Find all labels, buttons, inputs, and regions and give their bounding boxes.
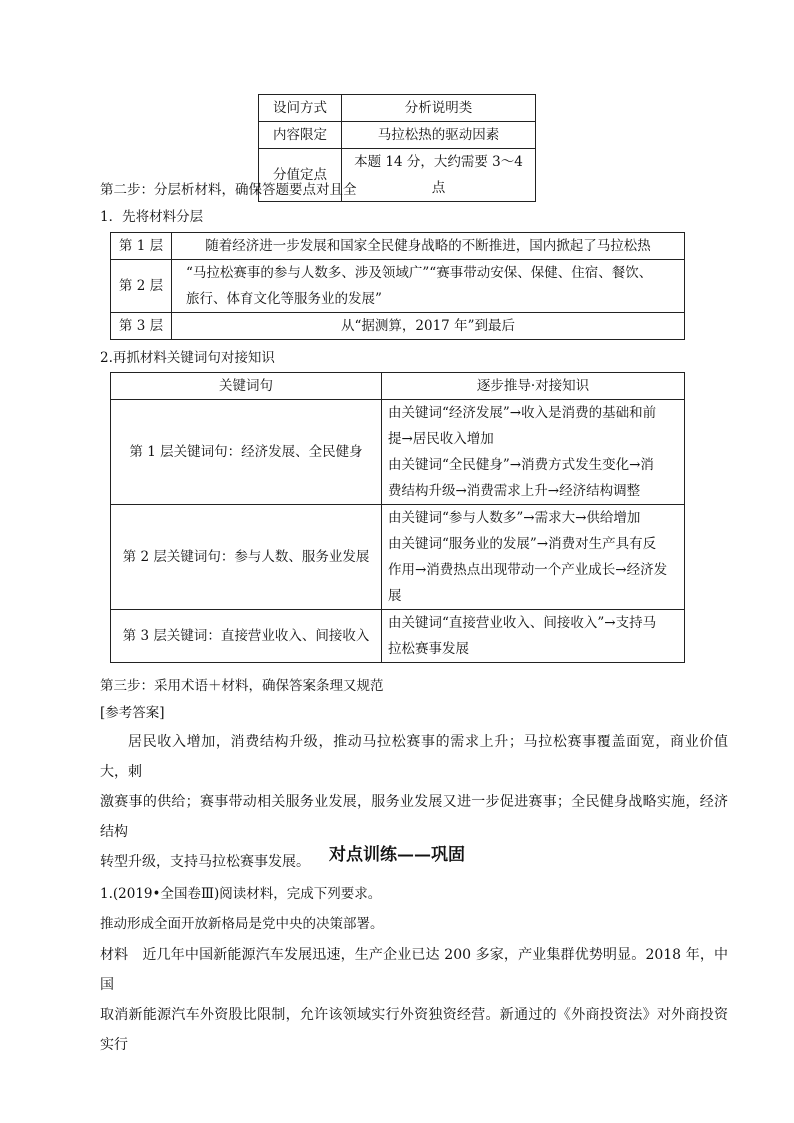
derivation-cell xyxy=(382,400,685,505)
text-line: 由关键词“直接营业收入、间接收入”→支持马 xyxy=(388,615,657,631)
table-row xyxy=(111,505,685,610)
layer-label: 第 1 层 xyxy=(111,233,172,260)
layer-label: 第 2 层 xyxy=(111,260,172,313)
step2-heading: 第二步：分层析材料，确保答题要点对且全 xyxy=(100,182,357,198)
table-cell: 内容限定 xyxy=(259,122,342,149)
layer-content xyxy=(172,233,685,260)
table-row xyxy=(111,610,685,663)
table-cell: 设问方式 xyxy=(259,95,342,122)
column-header: 关键词句 xyxy=(111,373,382,400)
table-row xyxy=(111,400,685,505)
text-line: “马拉松赛事的参与人数多、涉及领域广”“赛事带动安保、保健、住宿、餐饮、 xyxy=(186,265,653,281)
keyword-knowledge-table xyxy=(110,372,685,663)
table-row xyxy=(111,260,685,313)
text-line: 由关键词“服务业的发展”→消费对生产具有反 xyxy=(388,536,657,552)
table-cell: 分值定点 xyxy=(259,149,342,202)
text-line: 激赛事的供给；赛事带动相关服务业发展，服务业发展又进一步促进赛事；全民健身战略实施，经济结构 xyxy=(100,794,728,840)
material-text xyxy=(100,940,728,1060)
keyword-cell: 第 2 层关键词句：参与人数、服务业发展 xyxy=(111,505,382,610)
text-line: 由关键词“参与人数多”→需求大→供给增加 xyxy=(388,510,641,526)
text-line: 提→居民收入增加 xyxy=(388,431,494,447)
table-row xyxy=(111,233,685,260)
text-line: 展 xyxy=(388,588,402,604)
layer-content xyxy=(172,260,685,313)
table-row xyxy=(111,313,685,340)
question-line: 1.(2019•全国卷Ⅲ)阅读材料，完成下列要求。 xyxy=(100,886,382,902)
derivation-cell xyxy=(382,610,685,663)
text-line: 随着经济进一步发展和国家全民健身战略的不断推进，国内掀起了马拉松热 xyxy=(205,238,651,254)
table-cell: 本题 14 分，大约需要 3～4 点 xyxy=(342,149,536,202)
step3-heading: 第三步：采用术语＋材料，确保答案条理又规范 xyxy=(100,678,384,694)
table-cell: 马拉松热的驱动因素 xyxy=(342,122,536,149)
text-line: 作用→消费热点出现带动一个产业成长→经济发 xyxy=(388,562,668,578)
layer-content xyxy=(172,313,685,340)
material-layers-table xyxy=(110,232,685,340)
layer-label: 第 3 层 xyxy=(111,313,172,340)
text-line: 费结构升级→消费需求上升→经济结构调整 xyxy=(388,483,641,499)
text-line: 从“据测算，2017 年”到最后 xyxy=(341,318,515,334)
text-line: 居民收入增加，消费结构升级，推动马拉松赛事的需求上升；马拉松赛事覆盖面宽，商业价值大，刺 xyxy=(100,734,728,780)
text-line: 由关键词“经济发展”→收入是消费的基础和前 xyxy=(388,405,657,421)
text-line: 由关键词“全民健身”→消费方式发生变化→消 xyxy=(388,457,654,473)
question-intro: 推动形成全面开放新格局是党中央的决策部署。 xyxy=(100,916,384,932)
section-title: 对点训练——巩固 xyxy=(329,845,465,865)
sub2-heading: 2.再抓材料关键词句对接知识 xyxy=(100,350,275,366)
column-header: 逐步推导·对接知识 xyxy=(382,373,685,400)
table-row xyxy=(259,95,536,122)
keyword-cell: 第 1 层关键词句：经济发展、全民健身 xyxy=(111,400,382,505)
table-header-row xyxy=(111,373,685,400)
table-row xyxy=(259,122,536,149)
table-cell: 分析说明类 xyxy=(342,95,536,122)
text-line: 转型升级，支持马拉松赛事发展。 xyxy=(100,854,310,870)
keyword-cell: 第 3 层关键词：直接营业收入、间接收入 xyxy=(111,610,382,663)
derivation-cell xyxy=(382,505,685,610)
text-line: 旅行、体育文化等服务业的发展” xyxy=(186,291,382,307)
sub1-heading: 1．先将材料分层 xyxy=(100,209,204,225)
text-line: 材料 近几年中国新能源汽车发展迅速，生产企业已达 200 多家，产业集群优势明显。2018 年，中国 xyxy=(100,947,728,993)
text-line: 取消新能源汽车外资股比限制，允许该领域实行外资独资经营。新通过的《外商投资法》对外商投资实行 xyxy=(100,1007,728,1053)
answer-label: [参考答案] xyxy=(100,705,165,721)
text-line: 拉松赛事发展 xyxy=(388,641,469,657)
